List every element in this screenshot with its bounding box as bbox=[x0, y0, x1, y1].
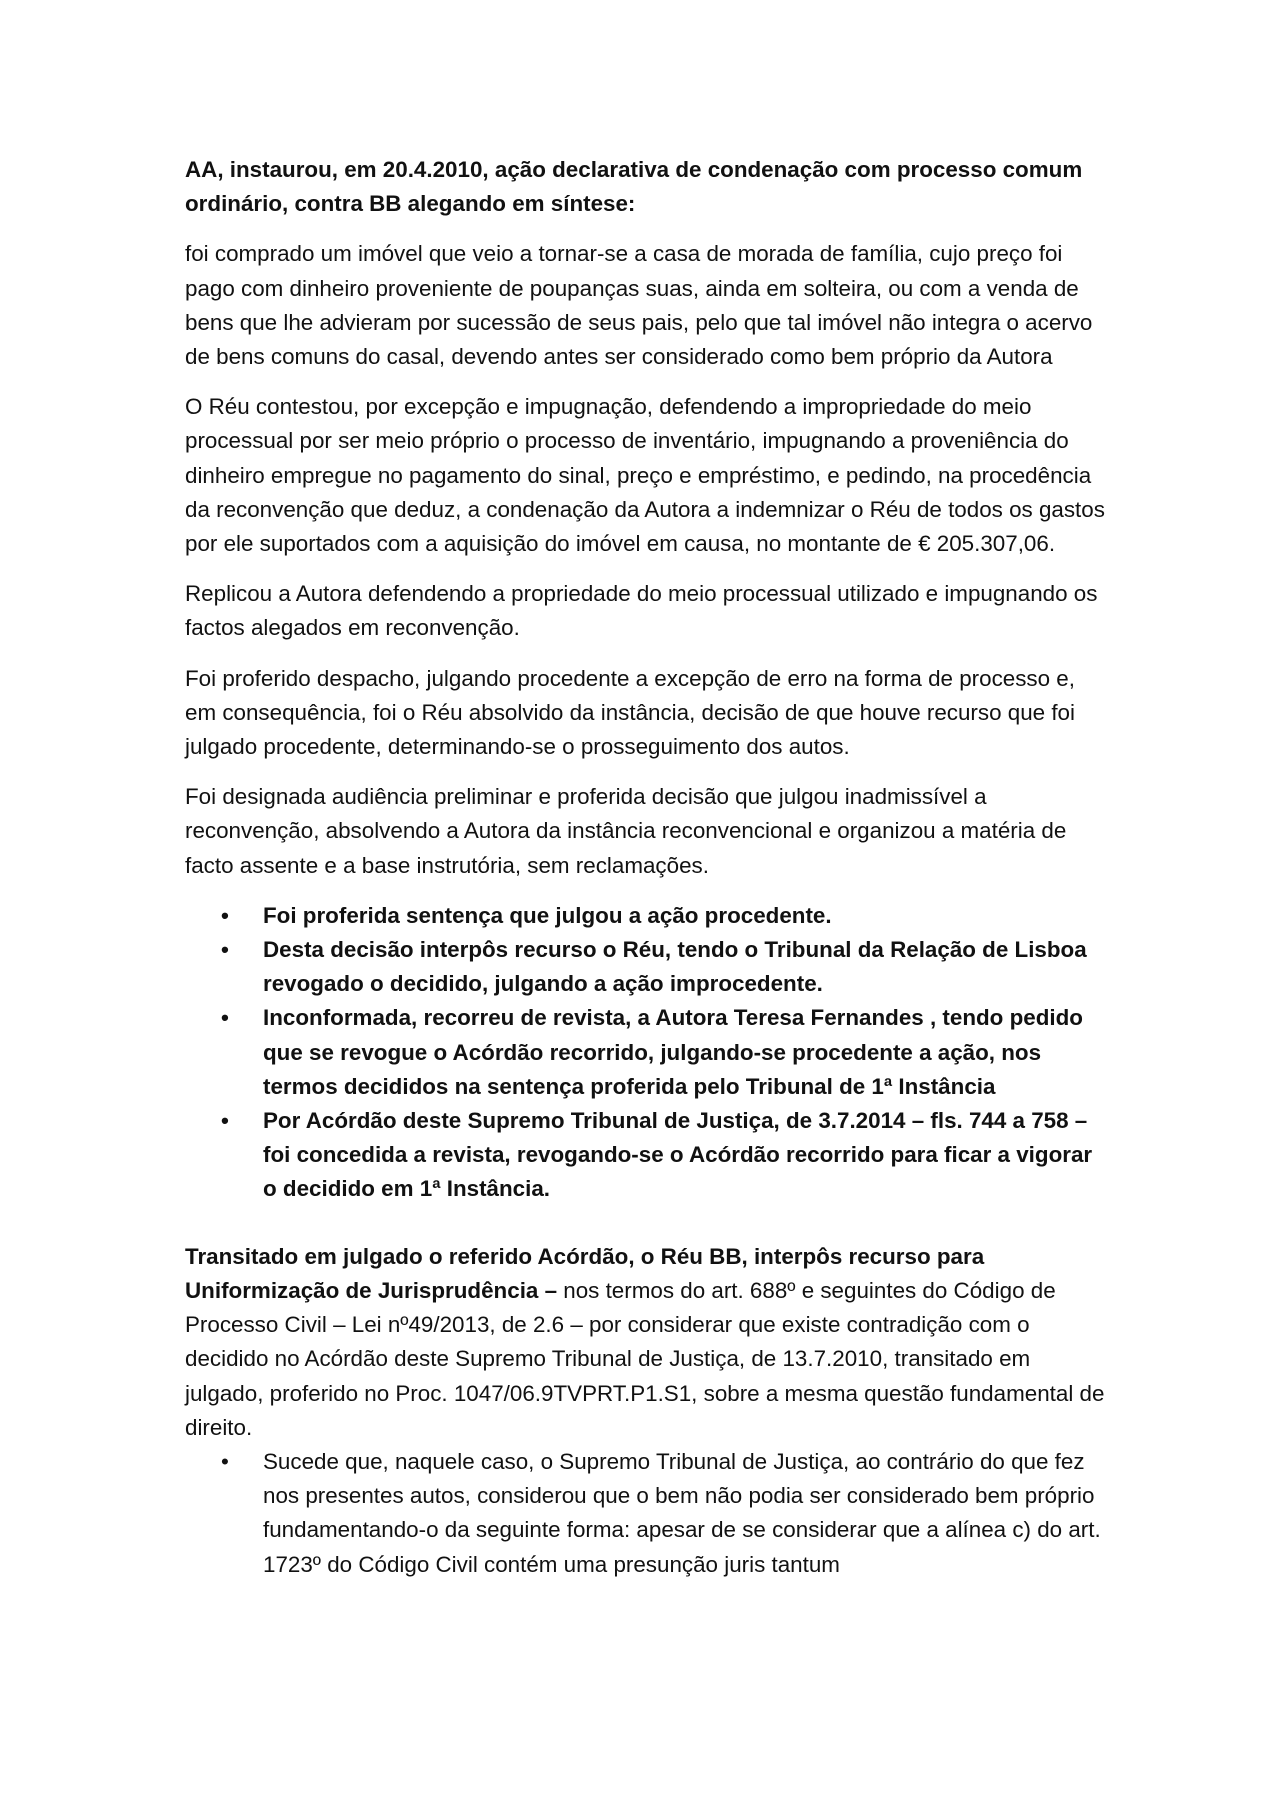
list-item bbox=[185, 1445, 1105, 1582]
list-item bbox=[185, 1104, 1105, 1207]
spacer bbox=[185, 1207, 1105, 1240]
list-item-text: Por Acórdão deste Supremo Tribunal de Justiça, de 3.7.2014 – fls. 744 a 758 – foi concedida a revista, revogando-se o Acórdão recorrido para ficar a vigorar o decidido em 1ª Instância. bbox=[263, 1108, 1093, 1202]
paragraph-contestation: O Réu contestou, por excepção e impugnação, defendendo a impropriedade do meio processual por ser meio próprio o processo de inventário, impugnando a proveniência do dinheiro empregue no pagamento do sinal, preço e empréstimo, e pedindo, na procedência da reconvenção que deduz, a condenação da Autora a indemnizar o Réu de todos os gastos por ele suportados com a aquisição do imóvel em causa, no montante de € 205.307,06. bbox=[185, 394, 1105, 557]
transit-bold-text: Transitado em julgado o referido Acórdão, o Réu BB, interpôs recurso para Uniformização de Jurisprudência – bbox=[185, 1243, 985, 1303]
paragraph-order: Foi proferido despacho, julgando procedente a excepção de erro na forma de processo e, em consequência, foi o Réu absolvido da instância, decisão de que houve recurso que foi julgado procedente, determinando-se o prosseguimento dos autos. bbox=[185, 665, 1075, 760]
paragraph-transit bbox=[185, 1240, 1105, 1445]
transit-text: nos termos do art. 688º e seguintes do Código de Processo Civil – Lei nº49/2013, de 2.6 – por considerar que existe contradição com o decidido no Acórdão deste Supremo Tribunal de Justiça, de 13.7.2010, transitado em julgado, proferido no Proc. 1047/06.9TVPRT.P1.S1, sobre a mesma questão fundamental de direito. bbox=[185, 1277, 1105, 1440]
bullet-icon: • bbox=[221, 1108, 229, 1134]
list-item-text: Foi proferida sentença que julgou a ação procedente. bbox=[263, 902, 832, 928]
bullet-icon: • bbox=[221, 1005, 229, 1031]
list-item bbox=[185, 899, 1105, 933]
list-item bbox=[185, 1001, 1105, 1104]
bullet-icon: • bbox=[221, 902, 229, 928]
decision-list bbox=[185, 899, 1105, 1207]
list-item-text: Desta decisão interpôs recurso o Réu, tendo o Tribunal da Relação de Lisboa revogado o decidido, julgando a ação improcedente. bbox=[263, 937, 1087, 997]
argument-list bbox=[185, 1445, 1105, 1582]
paragraph-claim: foi comprado um imóvel que veio a tornar-se a casa de morada de família, cujo preço foi pago com dinheiro proveniente de poupanças suas, ainda em solteira, ou com a venda de bens que lhe advieram por sucessão de seus pais, pelo que tal imóvel não integra o acervo de bens comuns do casal, devendo antes ser considerado como bem próprio da Autora bbox=[185, 241, 1093, 370]
document-page bbox=[185, 153, 1105, 1582]
paragraph-reply: Replicou a Autora defendendo a propriedade do meio processual utilizado e impugnando os factos alegados em reconvenção. bbox=[185, 581, 1098, 641]
bullet-icon: • bbox=[221, 1448, 229, 1474]
paragraph-hearing: Foi designada audiência preliminar e proferida decisão que julgou inadmissível a reconvenção, absolvendo a Autora da instância reconvencional e organizou a matéria de facto assente e a base instrutória, sem reclamações. bbox=[185, 784, 1067, 878]
bullet-icon: • bbox=[221, 937, 229, 963]
list-item bbox=[185, 933, 1105, 1001]
intro-heading: AA, instaurou, em 20.4.2010, ação declarativa de condenação com processo comum ordinário, contra BB alegando em síntese: bbox=[185, 157, 1083, 217]
list-item-text: Sucede que, naquele caso, o Supremo Tribunal de Justiça, ao contrário do que fez nos presentes autos, considerou que o bem não podia ser considerado bem próprio fundamentando-o da seguinte forma: apesar de se considerar que a alínea c) do art. 1723º do Código Civil contém uma presunção juris tantum bbox=[263, 1448, 1101, 1577]
list-item-text: Inconformada, recorreu de revista, a Autora Teresa Fernandes , tendo pedido que se revogue o Acórdão recorrido, julgando-se procedente a ação, nos termos decididos na sentença proferida pelo Tribunal de 1ª Instância bbox=[263, 1005, 1083, 1099]
